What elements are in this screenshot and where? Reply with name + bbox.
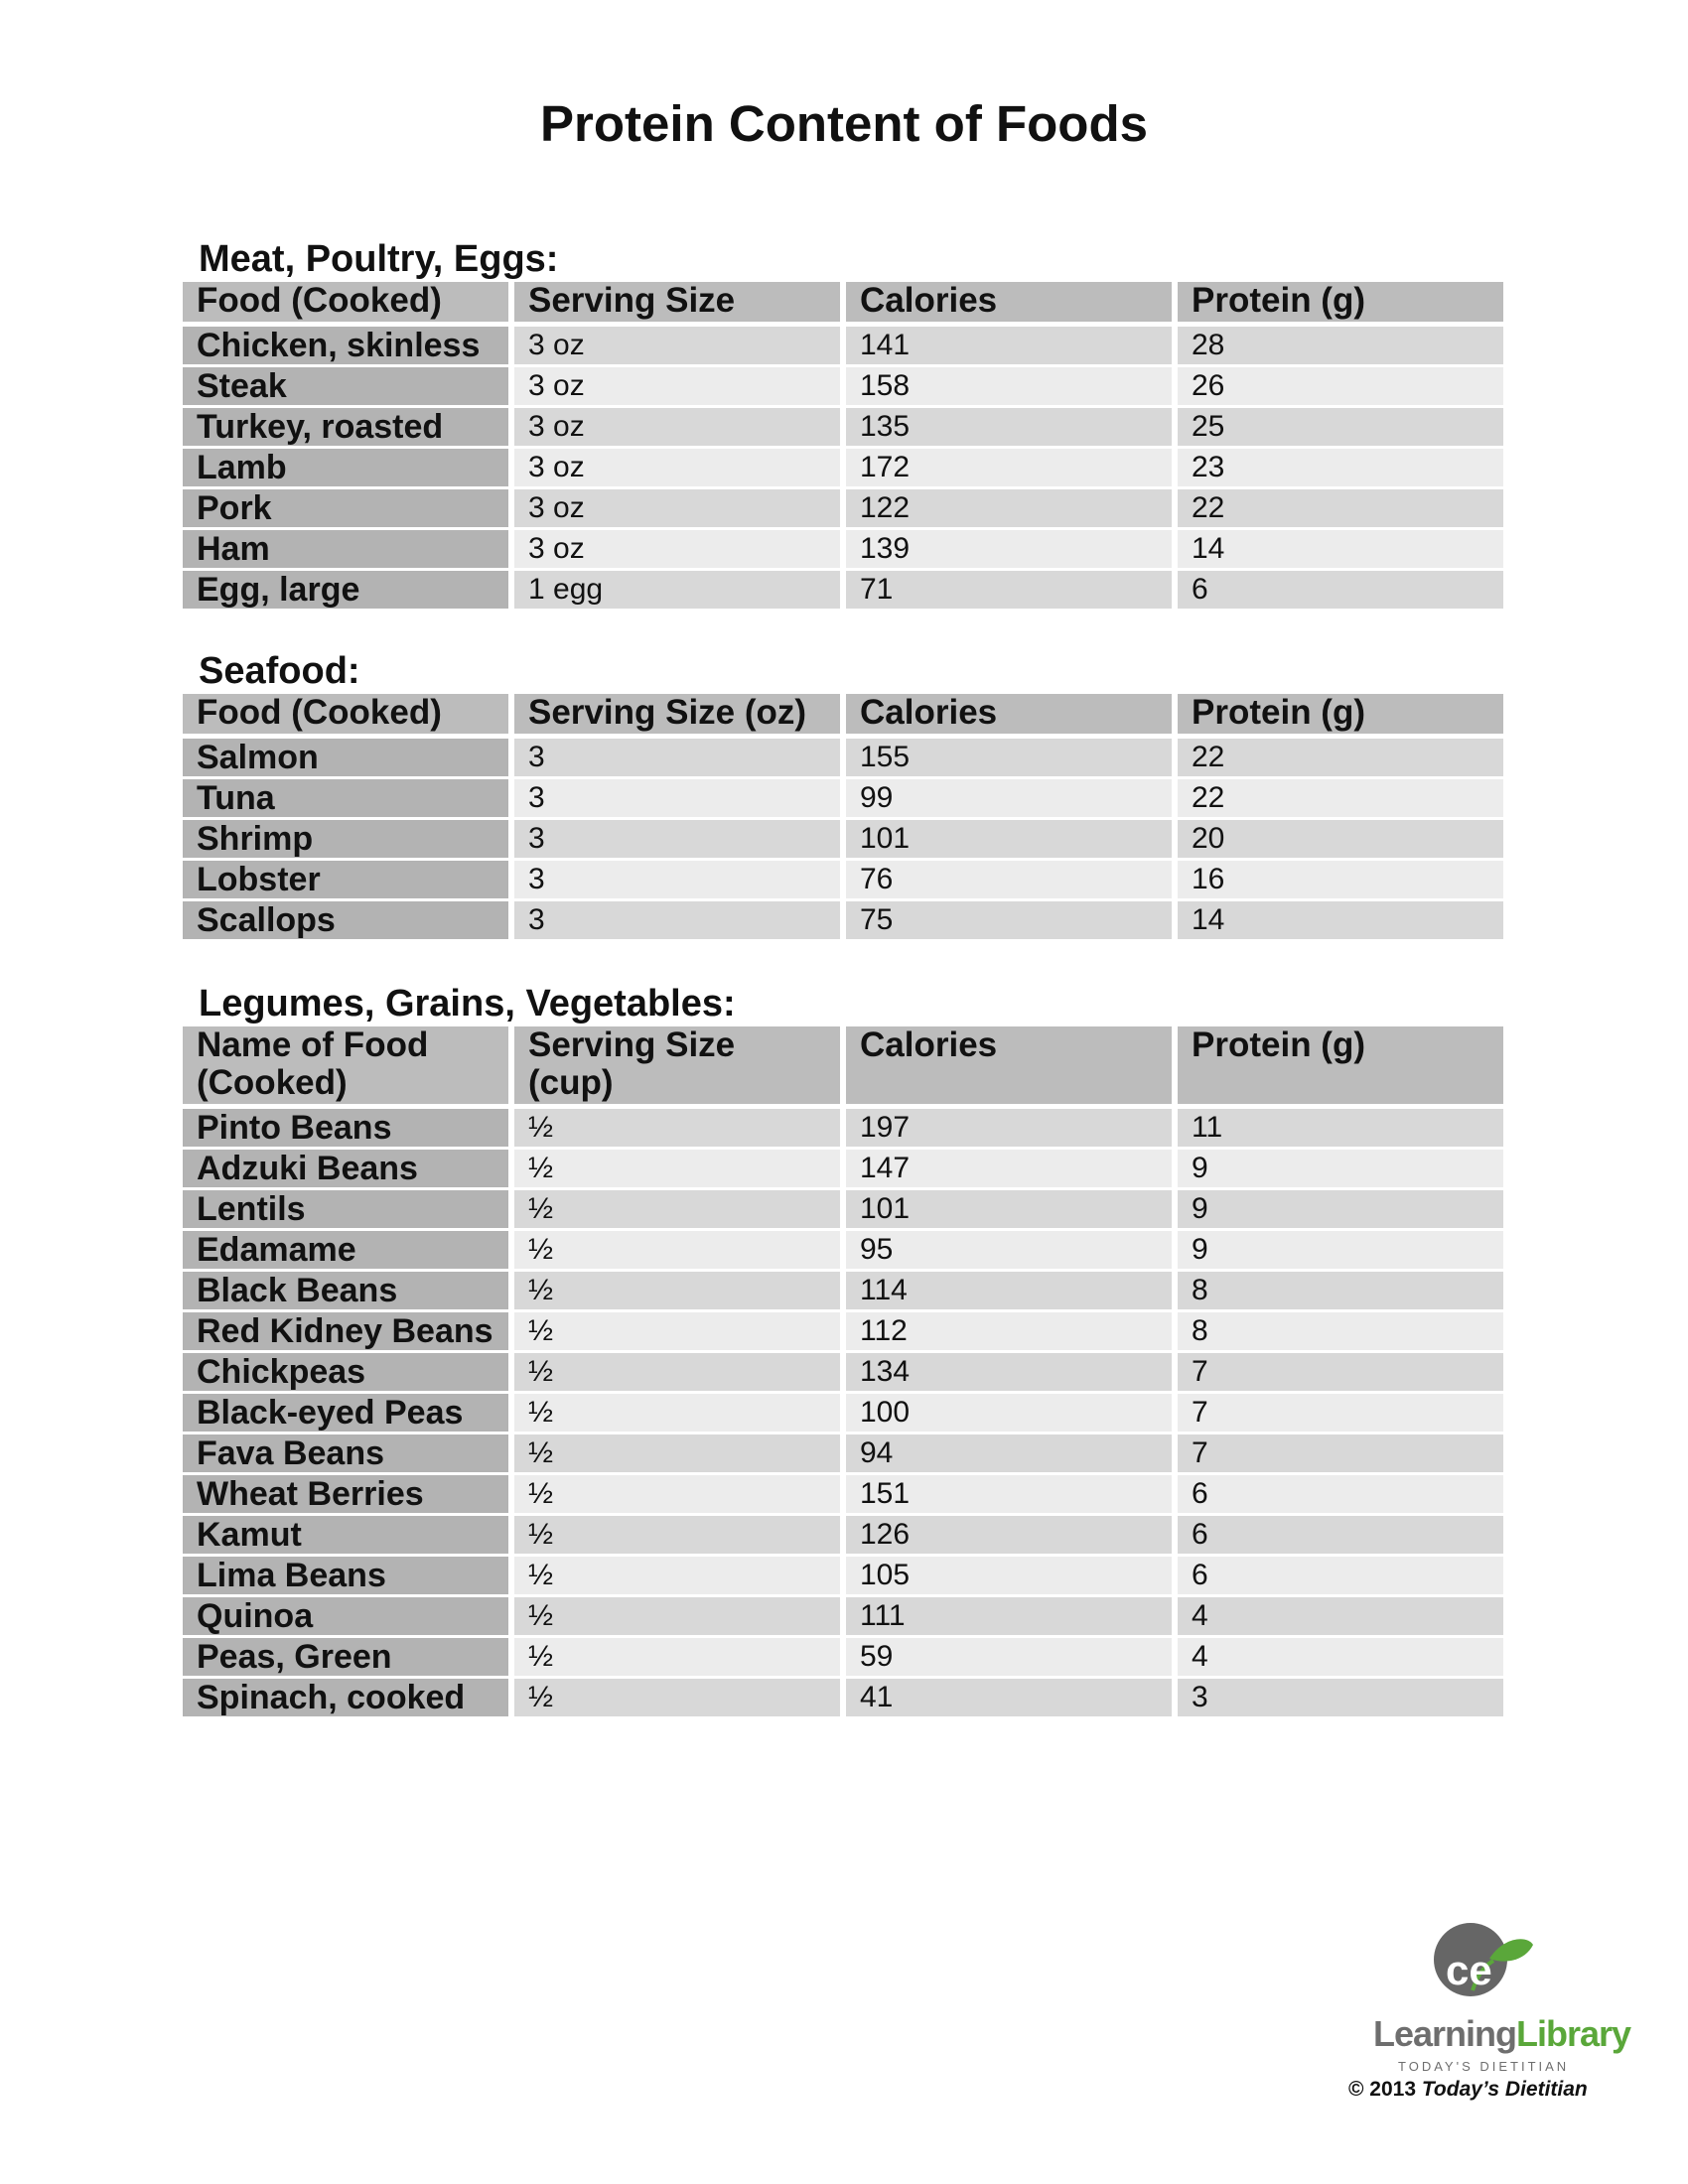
seafood-section xyxy=(183,648,1503,939)
food-name-cell: Fava Beans xyxy=(183,1434,508,1472)
protein-cell: 4 xyxy=(1178,1597,1503,1635)
serving-size-cell: 3 oz xyxy=(514,449,840,486)
food-name-cell: Pork xyxy=(183,489,508,527)
food-name-cell: Spinach, cooked xyxy=(183,1679,508,1716)
table-row xyxy=(183,1109,1503,1147)
table-row xyxy=(183,901,1503,939)
table-header xyxy=(183,282,1503,322)
calories-cell: 111 xyxy=(846,1597,1172,1635)
table-row xyxy=(183,779,1503,817)
table-row xyxy=(183,1597,1503,1635)
protein-cell: 9 xyxy=(1178,1231,1503,1269)
table-row xyxy=(183,861,1503,898)
logo-mark: ce xyxy=(1446,1947,1492,1993)
serving-size-cell: 3 oz xyxy=(514,327,840,364)
protein-cell: 16 xyxy=(1178,861,1503,898)
table-header xyxy=(183,694,1503,734)
logo-word-library: Library xyxy=(1516,2013,1631,2054)
calories-cell: 147 xyxy=(846,1150,1172,1187)
calories-cell: 151 xyxy=(846,1475,1172,1513)
protein-cell: 9 xyxy=(1178,1150,1503,1187)
section-heading: Seafood: xyxy=(199,650,360,692)
table-row xyxy=(183,1272,1503,1309)
calories-cell: 126 xyxy=(846,1516,1172,1554)
food-name-cell: Lobster xyxy=(183,861,508,898)
protein-cell: 7 xyxy=(1178,1394,1503,1432)
protein-cell: 8 xyxy=(1178,1312,1503,1350)
serving-size-cell: 3 xyxy=(514,739,840,776)
food-name-cell: Pinto Beans xyxy=(183,1109,508,1147)
column-header: Name of Food (Cooked) xyxy=(183,1026,508,1104)
serving-size-cell: ½ xyxy=(514,1272,840,1309)
table-row xyxy=(183,1434,1503,1472)
calories-cell: 158 xyxy=(846,367,1172,405)
copyright-notice xyxy=(1348,2078,1588,2102)
protein-cell: 23 xyxy=(1178,449,1503,486)
column-header: Serving Size xyxy=(514,282,840,322)
food-name-cell: Ham xyxy=(183,530,508,568)
table-row xyxy=(183,1475,1503,1513)
protein-cell: 3 xyxy=(1178,1679,1503,1716)
protein-cell: 14 xyxy=(1178,530,1503,568)
food-name-cell: Kamut xyxy=(183,1516,508,1554)
meat-poultry-eggs-section xyxy=(183,236,1503,609)
protein-cell: 8 xyxy=(1178,1272,1503,1309)
food-name-cell: Chickpeas xyxy=(183,1353,508,1391)
column-header: Serving Size (oz) xyxy=(514,694,840,734)
publisher-name: Today’s Dietitian xyxy=(1421,2078,1588,2101)
serving-size-cell: ½ xyxy=(514,1312,840,1350)
page-title: Protein Content of Foods xyxy=(540,95,1148,152)
calories-cell: 135 xyxy=(846,408,1172,446)
table-row xyxy=(183,1353,1503,1391)
table-row xyxy=(183,1679,1503,1716)
food-name-cell: Turkey, roasted xyxy=(183,408,508,446)
table-row xyxy=(183,367,1503,405)
table-row xyxy=(183,571,1503,609)
serving-size-cell: 3 xyxy=(514,820,840,858)
column-header: Protein (g) xyxy=(1178,1026,1503,1104)
calories-cell: 134 xyxy=(846,1353,1172,1391)
food-name-cell: Quinoa xyxy=(183,1597,508,1635)
table-body xyxy=(183,327,1503,609)
food-name-cell: Peas, Green xyxy=(183,1638,508,1676)
calories-cell: 100 xyxy=(846,1394,1172,1432)
table-row xyxy=(183,408,1503,446)
calories-cell: 139 xyxy=(846,530,1172,568)
serving-size-cell: 3 xyxy=(514,779,840,817)
serving-size-cell: ½ xyxy=(514,1638,840,1676)
calories-cell: 95 xyxy=(846,1231,1172,1269)
serving-size-cell: ½ xyxy=(514,1597,840,1635)
protein-cell: 6 xyxy=(1178,1516,1503,1554)
calories-cell: 94 xyxy=(846,1434,1172,1472)
food-name-cell: Black Beans xyxy=(183,1272,508,1309)
serving-size-cell: 3 oz xyxy=(514,489,840,527)
protein-cell: 26 xyxy=(1178,367,1503,405)
food-name-cell: Steak xyxy=(183,367,508,405)
column-header: Protein (g) xyxy=(1178,282,1503,322)
serving-size-cell: ½ xyxy=(514,1516,840,1554)
table-body xyxy=(183,739,1503,939)
table-row xyxy=(183,489,1503,527)
column-header: Calories xyxy=(846,282,1172,322)
protein-cell: 22 xyxy=(1178,489,1503,527)
serving-size-cell: 3 xyxy=(514,861,840,898)
food-name-cell: Egg, large xyxy=(183,571,508,609)
protein-cell: 11 xyxy=(1178,1109,1503,1147)
column-header: Calories xyxy=(846,694,1172,734)
table-row xyxy=(183,1394,1503,1432)
calories-cell: 75 xyxy=(846,901,1172,939)
protein-cell: 14 xyxy=(1178,901,1503,939)
food-name-cell: Red Kidney Beans xyxy=(183,1312,508,1350)
food-name-cell: Edamame xyxy=(183,1231,508,1269)
table-row xyxy=(183,820,1503,858)
calories-cell: 114 xyxy=(846,1272,1172,1309)
serving-size-cell: ½ xyxy=(514,1353,840,1391)
protein-cell: 25 xyxy=(1178,408,1503,446)
logo-tagline: TODAY'S DIETITIAN xyxy=(1398,2059,1570,2074)
protein-cell: 20 xyxy=(1178,820,1503,858)
protein-cell: 22 xyxy=(1178,779,1503,817)
column-header: Protein (g) xyxy=(1178,694,1503,734)
table-row xyxy=(183,1150,1503,1187)
legumes-grains-vegetables-section xyxy=(183,981,1503,1716)
column-header: Serving Size (cup) xyxy=(514,1026,840,1104)
calories-cell: 71 xyxy=(846,571,1172,609)
serving-size-cell: 3 oz xyxy=(514,530,840,568)
section-heading: Legumes, Grains, Vegetables: xyxy=(199,983,736,1024)
table-row xyxy=(183,327,1503,364)
column-header: Food (Cooked) xyxy=(183,694,508,734)
serving-size-cell: ½ xyxy=(514,1679,840,1716)
column-header: Calories xyxy=(846,1026,1172,1104)
serving-size-cell: ½ xyxy=(514,1434,840,1472)
serving-size-cell: 3 oz xyxy=(514,367,840,405)
calories-cell: 59 xyxy=(846,1638,1172,1676)
logo-wordmark xyxy=(1373,2013,1630,2055)
table-header xyxy=(183,1026,1503,1104)
calories-cell: 99 xyxy=(846,779,1172,817)
calories-cell: 105 xyxy=(846,1557,1172,1594)
serving-size-cell: ½ xyxy=(514,1150,840,1187)
serving-size-cell: ½ xyxy=(514,1557,840,1594)
food-name-cell: Tuna xyxy=(183,779,508,817)
serving-size-cell: ½ xyxy=(514,1394,840,1432)
protein-cell: 4 xyxy=(1178,1638,1503,1676)
serving-size-cell: 3 xyxy=(514,901,840,939)
food-name-cell: Lima Beans xyxy=(183,1557,508,1594)
food-name-cell: Wheat Berries xyxy=(183,1475,508,1513)
serving-size-cell: 1 egg xyxy=(514,571,840,609)
table-body xyxy=(183,1109,1503,1716)
calories-cell: 122 xyxy=(846,489,1172,527)
serving-size-cell: 3 oz xyxy=(514,408,840,446)
table-row xyxy=(183,1557,1503,1594)
table-row xyxy=(183,1231,1503,1269)
table-row xyxy=(183,449,1503,486)
table-row xyxy=(183,1190,1503,1228)
food-name-cell: Lentils xyxy=(183,1190,508,1228)
calories-cell: 101 xyxy=(846,820,1172,858)
food-name-cell: Black-eyed Peas xyxy=(183,1394,508,1432)
calories-cell: 155 xyxy=(846,739,1172,776)
logo-word-learning: Learning xyxy=(1373,2013,1517,2054)
serving-size-cell: ½ xyxy=(514,1475,840,1513)
serving-size-cell: ½ xyxy=(514,1190,840,1228)
calories-cell: 197 xyxy=(846,1109,1172,1147)
table-row xyxy=(183,1516,1503,1554)
section-heading: Meat, Poultry, Eggs: xyxy=(199,238,559,280)
food-name-cell: Shrimp xyxy=(183,820,508,858)
serving-size-cell: ½ xyxy=(514,1231,840,1269)
calories-cell: 101 xyxy=(846,1190,1172,1228)
food-name-cell: Salmon xyxy=(183,739,508,776)
protein-cell: 28 xyxy=(1178,327,1503,364)
calories-cell: 76 xyxy=(846,861,1172,898)
column-header: Food (Cooked) xyxy=(183,282,508,322)
calories-cell: 141 xyxy=(846,327,1172,364)
protein-cell: 6 xyxy=(1178,571,1503,609)
protein-cell: 7 xyxy=(1178,1434,1503,1472)
protein-cell: 7 xyxy=(1178,1353,1503,1391)
food-name-cell: Chicken, skinless xyxy=(183,327,508,364)
food-name-cell: Lamb xyxy=(183,449,508,486)
table-row xyxy=(183,530,1503,568)
protein-cell: 9 xyxy=(1178,1190,1503,1228)
table-row xyxy=(183,1312,1503,1350)
calories-cell: 112 xyxy=(846,1312,1172,1350)
calories-cell: 41 xyxy=(846,1679,1172,1716)
protein-cell: 6 xyxy=(1178,1557,1503,1594)
table-row xyxy=(183,739,1503,776)
copyright-year: © 2013 xyxy=(1348,2078,1417,2101)
protein-cell: 22 xyxy=(1178,739,1503,776)
protein-cell: 6 xyxy=(1178,1475,1503,1513)
serving-size-cell: ½ xyxy=(514,1109,840,1147)
table-row xyxy=(183,1638,1503,1676)
food-name-cell: Adzuki Beans xyxy=(183,1150,508,1187)
food-name-cell: Scallops xyxy=(183,901,508,939)
calories-cell: 172 xyxy=(846,449,1172,486)
